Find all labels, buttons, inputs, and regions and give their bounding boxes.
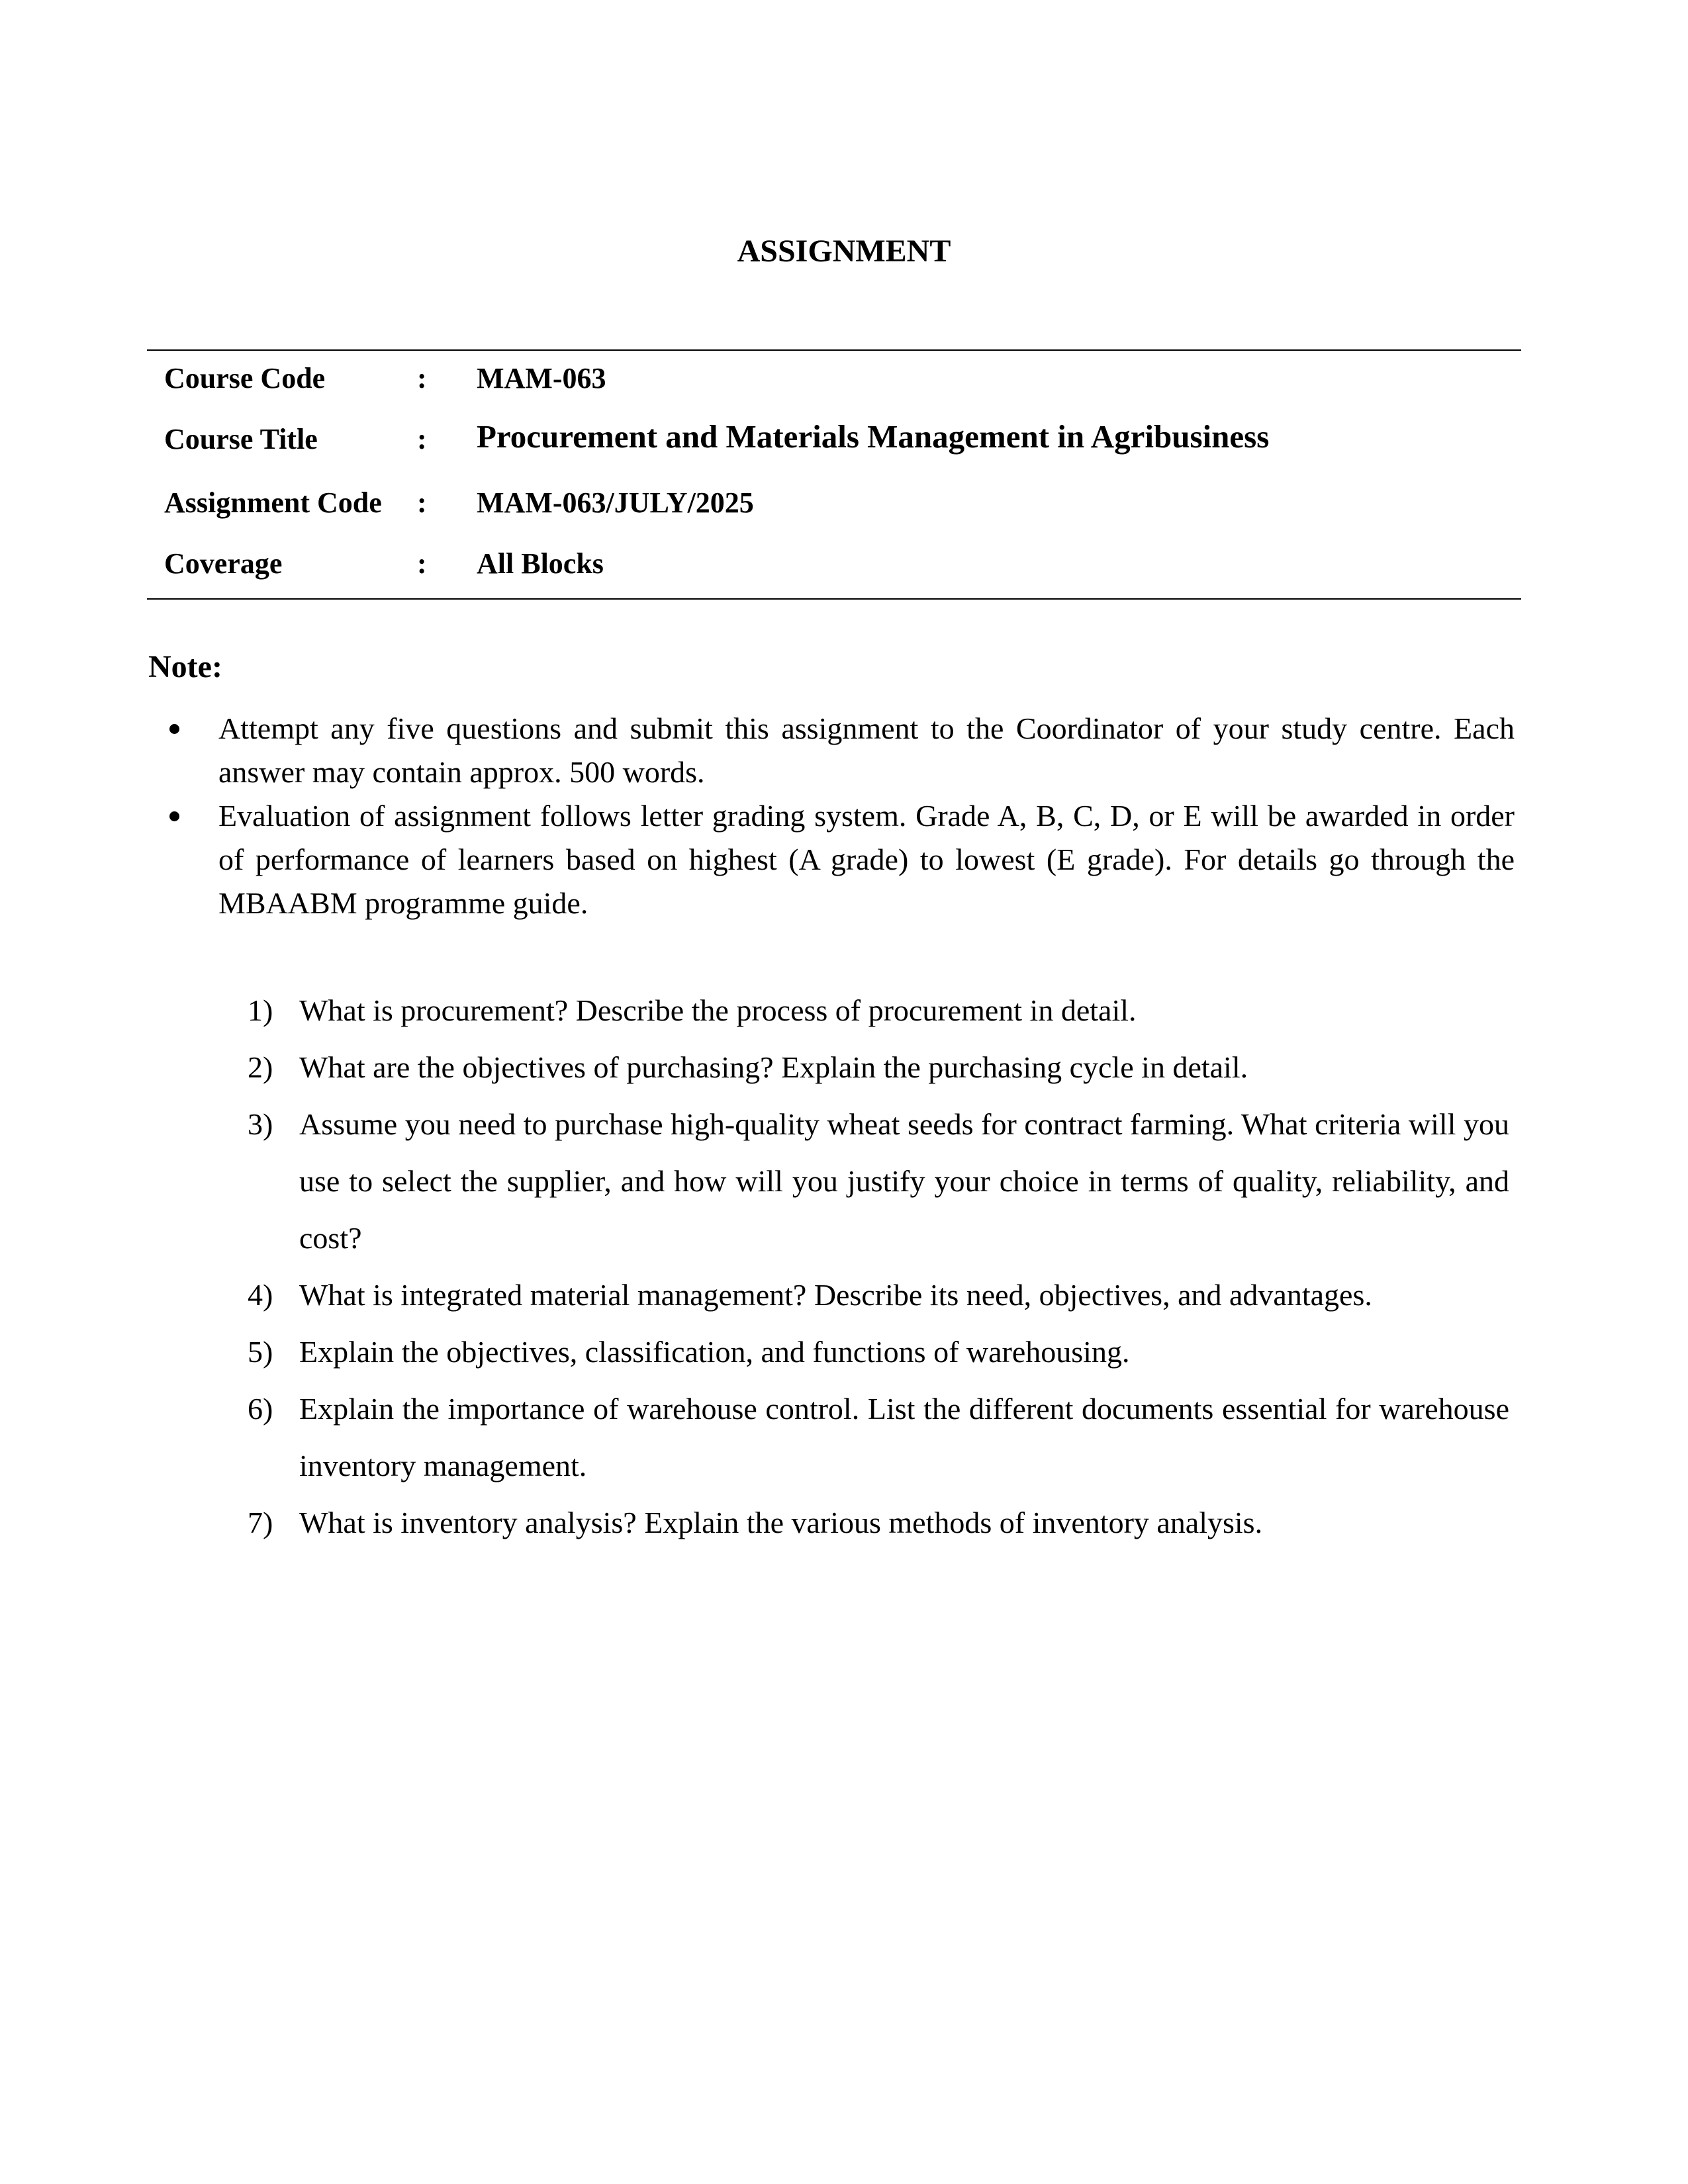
question-item <box>238 1381 1509 1494</box>
question-number: 5) <box>248 1335 273 1369</box>
question-text: Explain the objectives, classification, and functions of warehousing. <box>299 1335 1130 1369</box>
question-number: 6) <box>248 1392 273 1426</box>
header-top-rule <box>147 349 1521 351</box>
question-text: What is procurement? Describe the process of procurement in detail. <box>299 993 1137 1027</box>
question-item <box>238 1096 1509 1267</box>
question-number: 4) <box>248 1278 273 1312</box>
note-bullet-list <box>148 707 1515 925</box>
question-text: Explain the importance of warehouse control. List the different documents essential for warehouse inventory management. <box>299 1392 1509 1482</box>
question-list <box>238 982 1509 1551</box>
question-text: Assume you need to purchase high-quality wheat seeds for contract farming. What criteria will you use to select the supplier, and how will you justify your choice in terms of quality, reliability, and cost? <box>299 1107 1509 1255</box>
question-text: What is integrated material management? Describe its need, objectives, and advantages. <box>299 1278 1372 1312</box>
assignment-code-separator: : <box>417 486 427 519</box>
question-item <box>238 1267 1509 1324</box>
note-bullet <box>148 707 1515 794</box>
header-bottom-rule <box>147 598 1521 600</box>
page-title: ASSIGNMENT <box>737 234 951 269</box>
question-item <box>238 1039 1509 1096</box>
question-item <box>238 1494 1509 1551</box>
note-bullet <box>148 794 1515 925</box>
assignment-code-label: Assignment Code <box>164 486 382 519</box>
question-text: What are the objectives of purchasing? Explain the purchasing cycle in detail. <box>299 1050 1248 1084</box>
note-bullet-text: Attempt any five questions and submit this assignment to the Coordinator of your study centre. Each answer may contain approx. 500 words. <box>218 711 1515 789</box>
course-code-label: Course Code <box>164 362 326 394</box>
coverage-value: All Blocks <box>477 547 604 580</box>
course-code-separator: : <box>417 362 427 394</box>
course-code-value: MAM-063 <box>477 362 606 394</box>
course-title-value: Procurement and Materials Management in Agribusiness <box>477 418 1270 455</box>
assignment-code-value: MAM-063/JULY/2025 <box>477 486 754 519</box>
question-number: 3) <box>248 1107 273 1141</box>
question-text: What is inventory analysis? Explain the various methods of inventory analysis. <box>299 1506 1263 1539</box>
bullet-icon <box>169 724 179 734</box>
question-item <box>238 982 1509 1039</box>
question-number: 2) <box>248 1050 273 1084</box>
course-title-label: Course Title <box>164 423 318 455</box>
coverage-separator: : <box>417 547 427 580</box>
question-number: 7) <box>248 1506 273 1539</box>
coverage-label: Coverage <box>164 547 283 580</box>
note-bullet-text: Evaluation of assignment follows letter grading system. Grade A, B, C, D, or E will be awarded in order of performance of learners based on highest (A grade) to lowest (E grade). For details go through the MBAABM programme guide. <box>218 799 1515 920</box>
question-item <box>238 1324 1509 1381</box>
question-number: 1) <box>248 993 273 1027</box>
note-heading: Note: <box>148 649 222 684</box>
course-title-separator: : <box>417 423 427 455</box>
bullet-icon <box>169 811 179 821</box>
